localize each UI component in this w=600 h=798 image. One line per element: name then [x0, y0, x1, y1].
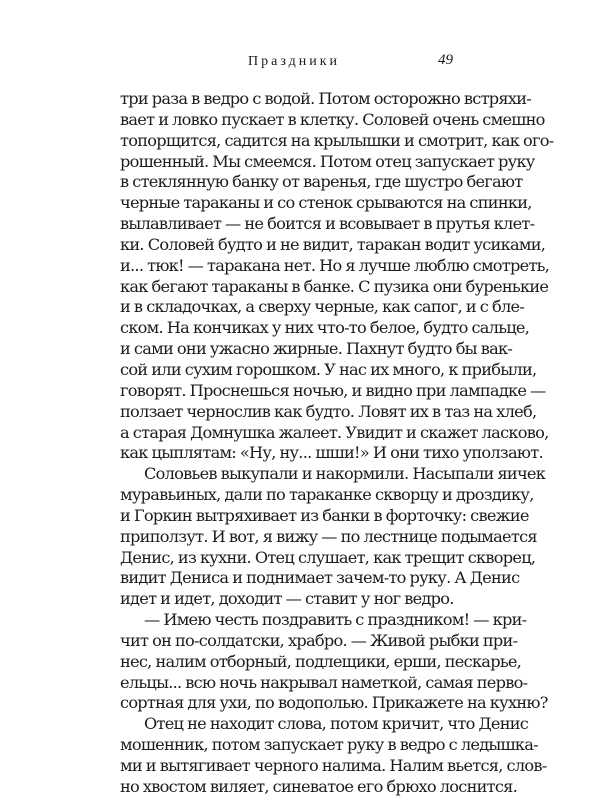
text-line: ми и вытягивает черного налима. Налим вьется, слов-: [120, 756, 547, 775]
text-line: ельцы... всю ночь накрывал наметкой, самая перво-: [120, 672, 528, 692]
text-line: говорят. Проснешься ночью, и видно при лампадке —: [120, 380, 546, 400]
text-line: приползут. И вот, я вижу — по лестнице подымается: [120, 526, 537, 546]
text-line: Денис, из кухни. Отец слушает, как трещит скворец,: [120, 547, 536, 567]
text-line: и в складочках, а сверху черные, как сапог, и с бле-: [120, 297, 525, 317]
text-line: вает и ловко пускает в клетку. Соловей очень смешно: [120, 109, 545, 129]
text-line: идет и идет, доходит — ставит у ног ведро.: [120, 589, 454, 609]
text-line: как бегают тараканы в банке. С пузика они буренькие: [120, 276, 549, 296]
text-line: чит он по-солдатски, храбро. — Живой рыбки при-: [120, 630, 518, 650]
text-line: нес, налим отборный, подлещики, ерши, пескарье,: [120, 651, 522, 671]
page-number: 49: [438, 52, 453, 68]
text-line: черные тараканы и со стенок срываются на спинки,: [120, 193, 532, 213]
text-line: и сами они ужасно жирные. Пахнут будто бы вак-: [120, 339, 513, 359]
text-line: вылавливает — не боится и всовывает в прутья клет-: [120, 214, 535, 234]
text-line: ползает чернослив как будто. Ловят их в таз на хлеб,: [120, 401, 537, 421]
text-line: сой или сухим горошком. У нас их много, к прибыли,: [120, 359, 537, 379]
text-line: три раза в ведро с водой. Потом осторожно встряхи-: [120, 89, 532, 108]
text-line: и... тюк! — таракана нет. Но я лучше люблю смотреть,: [120, 255, 550, 275]
text-line: а старая Домнушка жалеет. Увидит и скажет ласково,: [120, 422, 549, 442]
text-line: сортная для ухи, по водополью. Прикажете на кухню?: [120, 693, 548, 713]
text-line: мошенник, потом запускает руку в ведро с ледышка-: [120, 735, 538, 755]
text-line: видит Дениса и поднимает зачем-то руку. А Денис: [120, 568, 520, 588]
text-line: и Горкин вытряхивает из банки в форточку: свежие: [120, 505, 529, 525]
text-line: ском. На кончиках у них что-то белое, будто сальце,: [120, 318, 530, 338]
text-line: как цыплятам: «Ну, ну... шши!» И они тихо уползают.: [120, 443, 543, 463]
text-line: но хвостом виляет, синеватое его брюхо лоснится.: [120, 776, 518, 796]
body-text: [120, 89, 554, 798]
text-line: топорщится, садится на крылышки и смотрит, как ого-: [120, 130, 554, 150]
text-line: Соловьев выкупали и накормили. Насыпали яичек: [144, 464, 546, 484]
text-line: ки. Соловей будто и не видит, таракан водит усиками,: [120, 234, 546, 254]
text-line: в стеклянную банку от варенья, где шустро бегают: [120, 172, 523, 192]
text-line: муравьиных, дали по тараканке скворцу и дроздику,: [120, 485, 534, 505]
text-line: рошенный. Мы смеемся. Потом отец запускает руку: [120, 151, 535, 171]
running-title: Праздники: [248, 54, 341, 69]
text-line: Отец не находит слова, потом кричит, что Денис: [144, 714, 529, 734]
text-line: — Имею честь поздравить с праздником! — кри-: [144, 610, 527, 630]
